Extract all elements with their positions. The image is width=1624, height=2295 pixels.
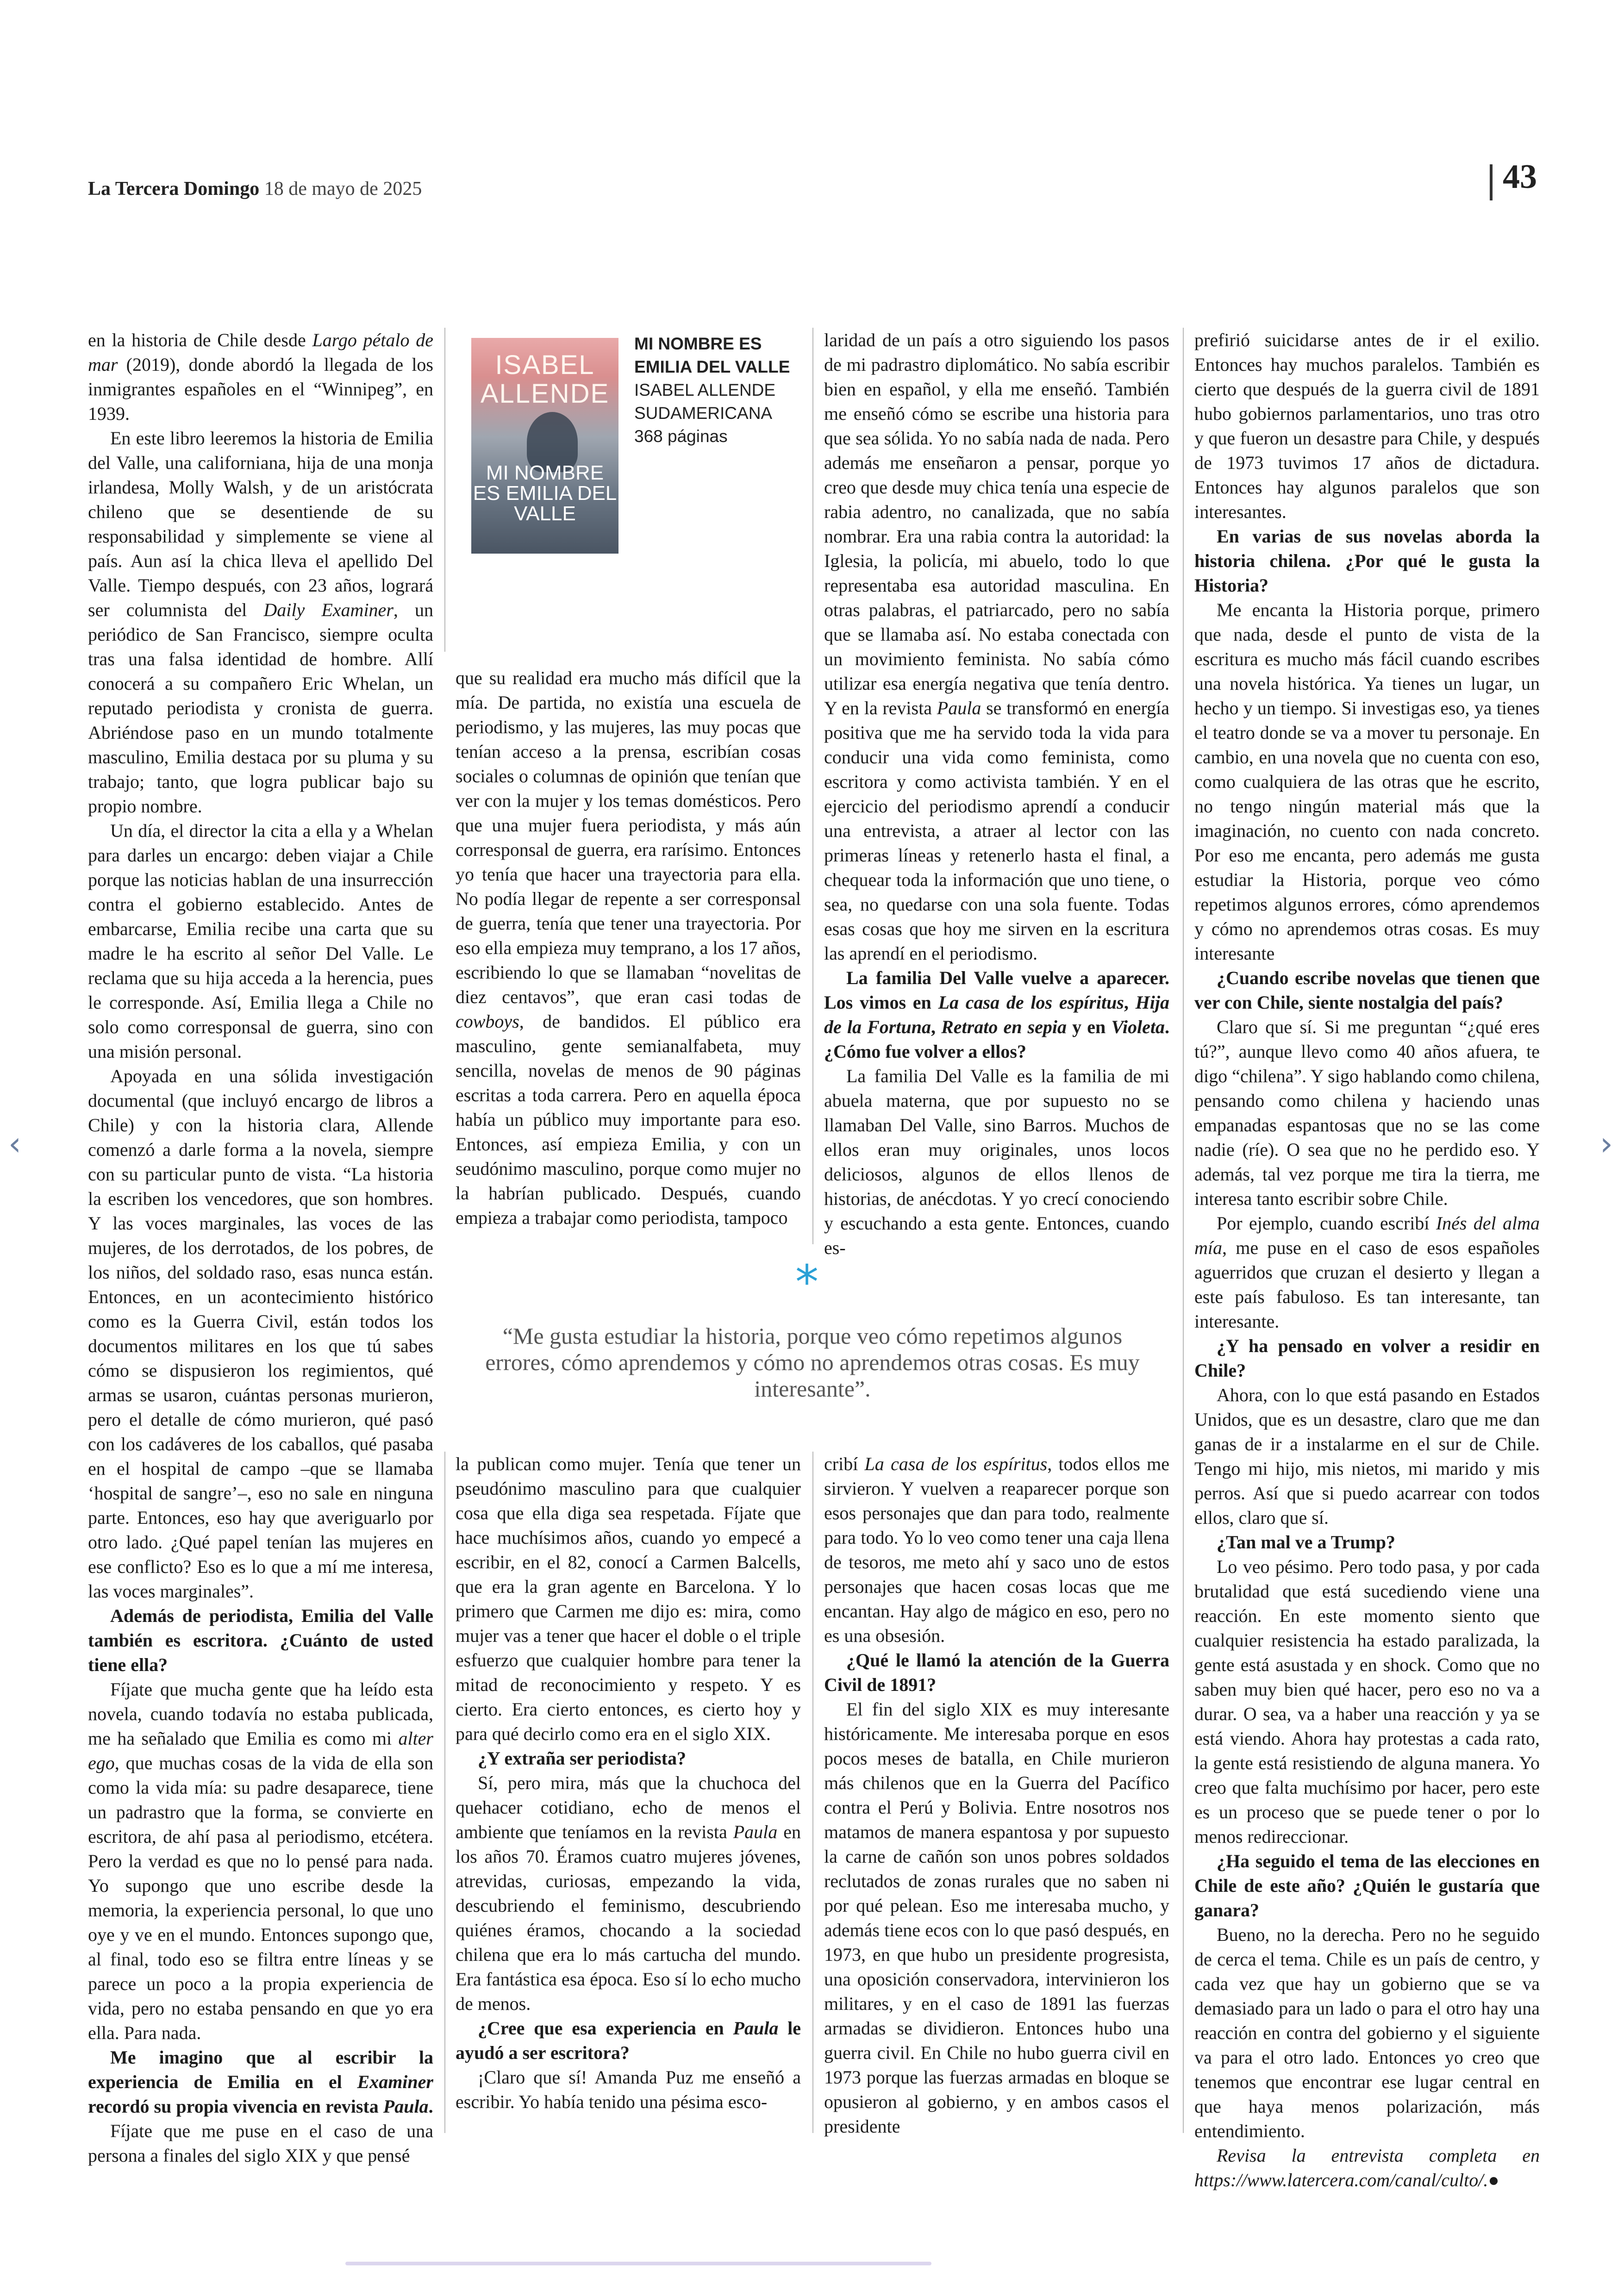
asterisk-icon: *	[795, 1255, 818, 1309]
interview-question: La familia Del Valle vuelve a aparecer. Los vimos en La casa de los espíritus, Hija de la Fortuna, Retrato en sepia y en Violeta. ¿Cómo fue volver a ellos?	[824, 967, 1170, 1062]
book-title: MI NOMBRE ES EMILIA DEL VALLE	[634, 334, 790, 376]
column-divider	[444, 328, 445, 652]
paragraph: ¡Claro que sí! Amanda Puz me enseñó a escribir. Yo había tenido una pésima esco-	[456, 2067, 801, 2112]
interview-question: ¿Qué le llamó la atención de la Guerra Civil de 1891?	[824, 1650, 1169, 1695]
book-pages: 368 páginas	[634, 427, 728, 446]
interview-question: En varias de sus novelas aborda la historia chilena. ¿Por qué le gusta la Historia?	[1194, 526, 1540, 596]
paragraph: cribí La casa de los espíritus, todos ellos me sirvieron. Y vuelven a reaparecer porque son esos personajes que dan para todo, realmente para todo. Yo lo veo como tener una caja llena de tesoros, me meto ahí y saco uno de estos personajes que hacen cosas locas que me encantan. Hay algo de mágico en eso, pero no es una obsesión.	[824, 1453, 1170, 1646]
next-page-icon[interactable]: ›	[1600, 1125, 1613, 1163]
cover-author: ISABEL ALLENDE	[480, 350, 610, 409]
article-column-3-bottom	[824, 1452, 1169, 2139]
previous-page-icon[interactable]: ‹	[8, 1125, 21, 1163]
publication-name: La Tercera Domingo	[88, 178, 260, 200]
column-divider	[812, 1452, 813, 2133]
interview-question: Me imagino que al escribir la experiencia de Emilia en el Examiner recordó su propia vivencia en revista Paula.	[88, 2047, 433, 2117]
end-mark-icon: ●	[1488, 2170, 1499, 2190]
cover-title: MI NOMBRE ES EMILIA DEL VALLE	[473, 461, 617, 525]
paragraph: Fíjate que mucha gente que ha leído esta novela, cuando todavía no estaba publicada, me ha señalado que Emilia es como mi alter ego, que muchas cosas de la vida de ella son como la vida mía: su padre desaparece, tiene un padrastro que la forma, se convierte en escritora, de ahí pasa al periodismo, etcétera. Pero la verdad es que no lo pensé para nada. Yo supongo que uno escribe desde la memoria, la experiencia personal, lo que uno oye y ve en el mundo. Entonces supongo que, al final, todo eso se filtra entre líneas y se parece un poco a la propia experiencia de vida, pero no estaba pensando en que yo era ella. Para nada.	[88, 1679, 433, 2043]
paragraph: que su realidad era mucho más difícil que la mía. De partida, no existía una escuela de periodismo, y las mujeres, las muy pocas que tenían acceso a la prensa, escribían cosas sociales o columnas de opinión que tenían que ver con la mujer y los temas domésticos. Pero que una mujer fuera periodista, y más aún corresponsal de guerra, era rarísimo. Entonces yo tenía que hacer una trayectoria para ella. No podía llegar de repente a ser corresponsal de guerra, tenía que tener una trayectoria. Por eso ella empieza muy temprano, a los 17 años, escribiendo lo que se llamaban “novelitas de diez centavos”, que eran casi todas de cowboys, de bandidos. El público era masculino, gente semianalfabeta, muy sencilla, novelas de menos de 90 páginas escritas a toda carrera. Pero en aquella época había un público muy importante para eso. Entonces, así empieza Emilia, y con un seudónimo masculino, porque como mujer no la habrían publicado. Después, cuando empieza a trabajar como periodista, tampoco	[456, 667, 801, 1228]
column-divider	[1183, 328, 1184, 2133]
article-column-1	[88, 328, 433, 2168]
paragraph: Apoyada en una sólida investigación documental (que incluyó encargo de libros a Chile) y con la historia clara, Allende comenzó a darle forma a la novela, siempre con su particular punto de vista. “La historia la escriben los vencedores, que son hombres. Y las voces marginales, las voces de las mujeres, de los derrotados, de los pobres, de los niños, del soldado raso, esas nunca están. Entonces, en un acontecimiento histórico como es la Guerra Civil, están todos los documentos militares en los que tú sabes cómo se dispusieron los regimientos, qué armas se usaron, cuántas personas murieron, pero el detalle de cómo murieron, qué pasó con los cadáveres de los caballos, qué pasaba en el hospital de campo –que se llamaba ‘hospital de sangre’–, eso no sale en ninguna parte. Entonces, eso hay que averiguarlo por otro lado. ¿Qué papel tenían las mujeres en ese conflicto? Eso es lo que a mí me interesa, las voces marginales”.	[88, 1066, 433, 1602]
pull-quote: “Me gusta estudiar la historia, porque veo cómo repetimos algunos errores, cómo aprendemos y cómo no aprendemos otras cosas. Es muy interesante”.	[485, 1323, 1140, 1402]
interview-question: ¿Cree que esa experiencia en Paula le ayudó a ser escritora?	[456, 2018, 801, 2063]
interview-question: ¿Cuando escribe novelas que tienen que ver con Chile, siente nostalgia del país?	[1194, 967, 1540, 1013]
horizontal-scrollbar[interactable]	[345, 2262, 931, 2265]
paragraph: Un día, el director la cita a ella y a Whelan para darles un encargo: deben viajar a Chile porque las noticias hablan de una insurrección contra el gobierno establecido. Antes de embarcarse, Emilia recibe una carta que su madre le ha escrito al señor Del Valle. Le reclama que su hija acceda a la herencia, pues le corresponde. Así, Emilia llega a Chile no solo como corresponsal de guerra, sino con una misión personal.	[88, 820, 433, 1062]
paragraph: Claro que sí. Si me preguntan “¿qué eres tú?”, aunque llevo como 40 años afuera, te digo “chilena”. Y sigo hablando como chilena, pensando como chilena y haciendo unas empanadas espantosas que no se las come nadie (ríe). O sea que no he perdido eso. Y además, tal vez porque me tira la tierra, me interesa tanto escribir sobre Chile.	[1194, 1017, 1540, 1209]
publication-date: 18 de mayo de 2025	[264, 178, 422, 200]
paragraph: La familia Del Valle es la familia de mi abuela materna, que por supuesto no se llamaban Del Valle, sino Barros. Muchos de ellos eran muy originales, unos locos deliciosos, algunos de ellos llenos de historias, de anécdotas. Y yo crecí conociendo y escuchando a esta gente. Entonces, cuando es-	[824, 1066, 1169, 1258]
book-cover-image	[471, 338, 618, 554]
paragraph: Bueno, no la derecha. Pero no he seguido de cerca el tema. Chile es un país de centro, y cada vez que hay un gobierno que se va demasiado para un lado o para el otro hay una reacción en contra del gobierno y el siguiente va para el otro lado. Entonces yo creo que tenemos que encontrar ese lugar central en que haya menos polarización, más entendimiento.	[1194, 1924, 1540, 2141]
column-divider	[812, 328, 813, 1244]
book-publisher: SUDAMERICANA	[634, 404, 773, 423]
page-number-divider	[1490, 164, 1493, 200]
paragraph: prefirió suicidarse antes de ir el exilio. Entonces hay muchos paralelos. También es cierto que después de la guerra civil de 1891 hubo gobiernos parlamentarios, uno tras otro y que fueron un desastre para Chile, y después de 1973 tuvimos 17 años de dictadura. Entonces hay algunos paralelos que son interesantes.	[1194, 330, 1540, 522]
book-author: ISABEL ALLENDE	[634, 380, 776, 399]
page-number: 43	[1503, 158, 1537, 196]
article-column-3-top	[824, 328, 1169, 1260]
book-info	[634, 332, 801, 448]
article-column-2-top	[456, 666, 801, 1230]
interview-question: ¿Tan mal ve a Trump?	[1217, 1532, 1395, 1553]
closing-note: Revisa la entrevista completa en https://www.latercera.com/canal/culto/.●	[1194, 2145, 1540, 2190]
paragraph: Me encanta la Historia porque, primero que nada, desde el punto de vista de la escritura es mucho más fácil cuando escribes una novela histórica. Ya tienes un lugar, un hecho y un tiempo. Si investigas eso, ya tienes el teatro donde se va a mover tu personaje. En cambio, en una novela que no cuenta con eso, como cualquiera de las otras que he escrito, no tengo ningún material más que la imaginación, no cuento con nada concreto. Por eso me encanta, pero además me gusta estudiar la Historia, porque veo cómo repetimos algunos errores, cómo aprendemos y cómo no aprendemos otras cosas. Es muy interesante	[1194, 599, 1540, 964]
interview-question: Además de periodista, Emilia del Valle también es escritora. ¿Cuánto de usted tiene ella?	[88, 1605, 433, 1675]
masthead	[88, 178, 422, 200]
paragraph: Lo veo pésimo. Pero todo pasa, y por cada brutalidad que está sucediendo viene una reacción. En este momento siento que cualquier resistencia ha estado paralizada, la gente está asustada y en shock. Como que no saben muy bien qué hacer, pero eso no va a durar. O sea, va a haber una reacción y ya se está viendo. Ahora hay protestas a cada rato, la gente está resistiendo de alguna manera. Yo creo que falta muchísimo por hacer, pero este es un proceso que se puede tener o por lo menos redireccionar.	[1194, 1556, 1540, 1847]
interview-question: ¿Ha seguido el tema de las elecciones en Chile de este año? ¿Quién le gustaría que ganara?	[1194, 1851, 1540, 1921]
article-column-4	[1194, 328, 1540, 2192]
interview-question: ¿Y extraña ser periodista?	[478, 1748, 686, 1769]
paragraph: laridad de un país a otro siguiendo los pasos de mi padrastro diplomático. No sabía escribir bien en español, y ella me enseñó. También me enseñó cómo se escribe una historia para que sea sólida. Yo no sabía nada de nada. Pero además me enseñaron a pensar, porque yo creo que desde muy chica tenía una especie de rabia adentro, no canalizada, que no sabía nombrar. Era una rabia contra la autoridad: la Iglesia, la policía, mi abuelo, todo lo que representaba esa autoridad masculina. En otras palabras, el patriarcado, pero no sabía que se llamaba así. No estaba conectada con un movimiento feminista. No sabía cómo utilizar esa energía negativa que tenía dentro. Y en la revista Paula se transformó en energía positiva que me ha servido toda la vida para conducir una vida como feminista, como escritora y como activista también. Y en el ejercicio del periodismo aprendí a conducir una entrevista, a atraer al lector con las primeras líneas y retenerlo hasta el final, a chequear toda la información que uno tiene, o sea, no quedarse con una sola fuente. Todas esas cosas que hoy me sirven en la escritura las aprendí en el periodismo.	[824, 330, 1169, 964]
article-column-2-bottom	[456, 1452, 801, 2114]
paragraph: Sí, pero mira, más que la chuchoca del quehacer cotidiano, echo de menos el ambiente que teníamos en la revista Paula en los años 70. Éramos cuatro mujeres jóvenes, atrevidas, curiosas, empezando la vida, descubriendo el feminismo, descubriendo quiénes éramos, chocando a la sociedad chilena que era lo más cartucha del mundo. Era fantástica esa época. Eso sí lo echo mucho de menos.	[456, 1772, 801, 2014]
paragraph: Ahora, con lo que está pasando en Estados Unidos, que es un desastre, claro que me dan ganas de ir a instalarme en el sur de Chile. Tengo mi hijo, mis nietos, mi marido y mis perros. Así que si puedo acarrear con todos ellos, claro que sí.	[1194, 1384, 1540, 1528]
paragraph: en la historia de Chile desde Largo pétalo de mar (2019), donde abordó la llegada de los inmigrantes españoles en el “Winnipeg”, en 1939.	[88, 330, 434, 424]
paragraph: El fin del siglo XIX es muy interesante históricamente. Me interesaba porque en esos pocos meses de batalla, en Chile murieron más chilenos que en la Guerra del Pacífico contra el Perú y Bolivia. Entre nosotros nos matamos de manera espantosa y por supuesto la carne de cañón son unos pobres soldados reclutados de zonas rurales que no saben ni por qué pelean. Eso me interesaba mucho, y además tiene ecos con lo que pasó después, en 1973, en que hubo un presidente progresista, una oposición conservadora, intervinieron los militares, y en el caso de 1891 las fuerzas armadas se dividieron. Entonces hubo una guerra civil. En Chile no hubo guerra civil en 1973 porque las fuerzas armadas en bloque se opusieron al gobierno, y en ambos casos el presidente	[824, 1699, 1169, 2137]
paragraph: Fíjate que me puse en el caso de una persona a finales del siglo XIX y que pensé	[88, 2120, 433, 2166]
paragraph: la publican como mujer. Tenía que tener un pseudónimo masculino para que cualquier cosa que ella diga sea respetada. Fíjate que hace muchísimos años, cuando yo empecé a escribir, en el 82, conocí a Carmen Balcells, que era la gran agente en Barcelona. Y lo primero que Carmen me dijo es: mira, como mujer vas a tener que hacer el doble o el triple esfuerzo que cualquier hombre para tener la mitad de reconocimiento y respeto. Y es cierto. Era cierto entonces, es cierto hoy y para qué decirlo como era en el siglo XIX.	[456, 1453, 801, 1744]
paragraph: Por ejemplo, cuando escribí Inés del alma mía, me puse en el caso de esos españoles aguerridos que cruzan el desierto y llegan a este país fabuloso. Es tan interesante, tan interesante.	[1194, 1213, 1540, 1332]
paragraph: En este libro leeremos la historia de Emilia del Valle, una californiana, hija de una monja irlandesa, Molly Walsh, y de un aristócrata chileno que se desentiende de su responsabilidad y simplemente se viene al país. Aun así la chica lleva el apellido Del Valle. Tiempo después, con 23 años, logrará ser columnista del Daily Examiner, un periódico de San Francisco, siempre oculta tras una falsa identidad de hombre. Allí conocerá a su compañero Eric Whelan, un reputado periodista y cronista de guerra. Abriéndose paso en un mundo totalmente masculino, Emilia destaca por su pluma y su trabajo; tanto, que logra publicar bajo su propio nombre.	[88, 428, 434, 817]
column-divider	[444, 1452, 445, 2133]
interview-question: ¿Y ha pensado en volver a residir en Chile?	[1194, 1335, 1540, 1381]
